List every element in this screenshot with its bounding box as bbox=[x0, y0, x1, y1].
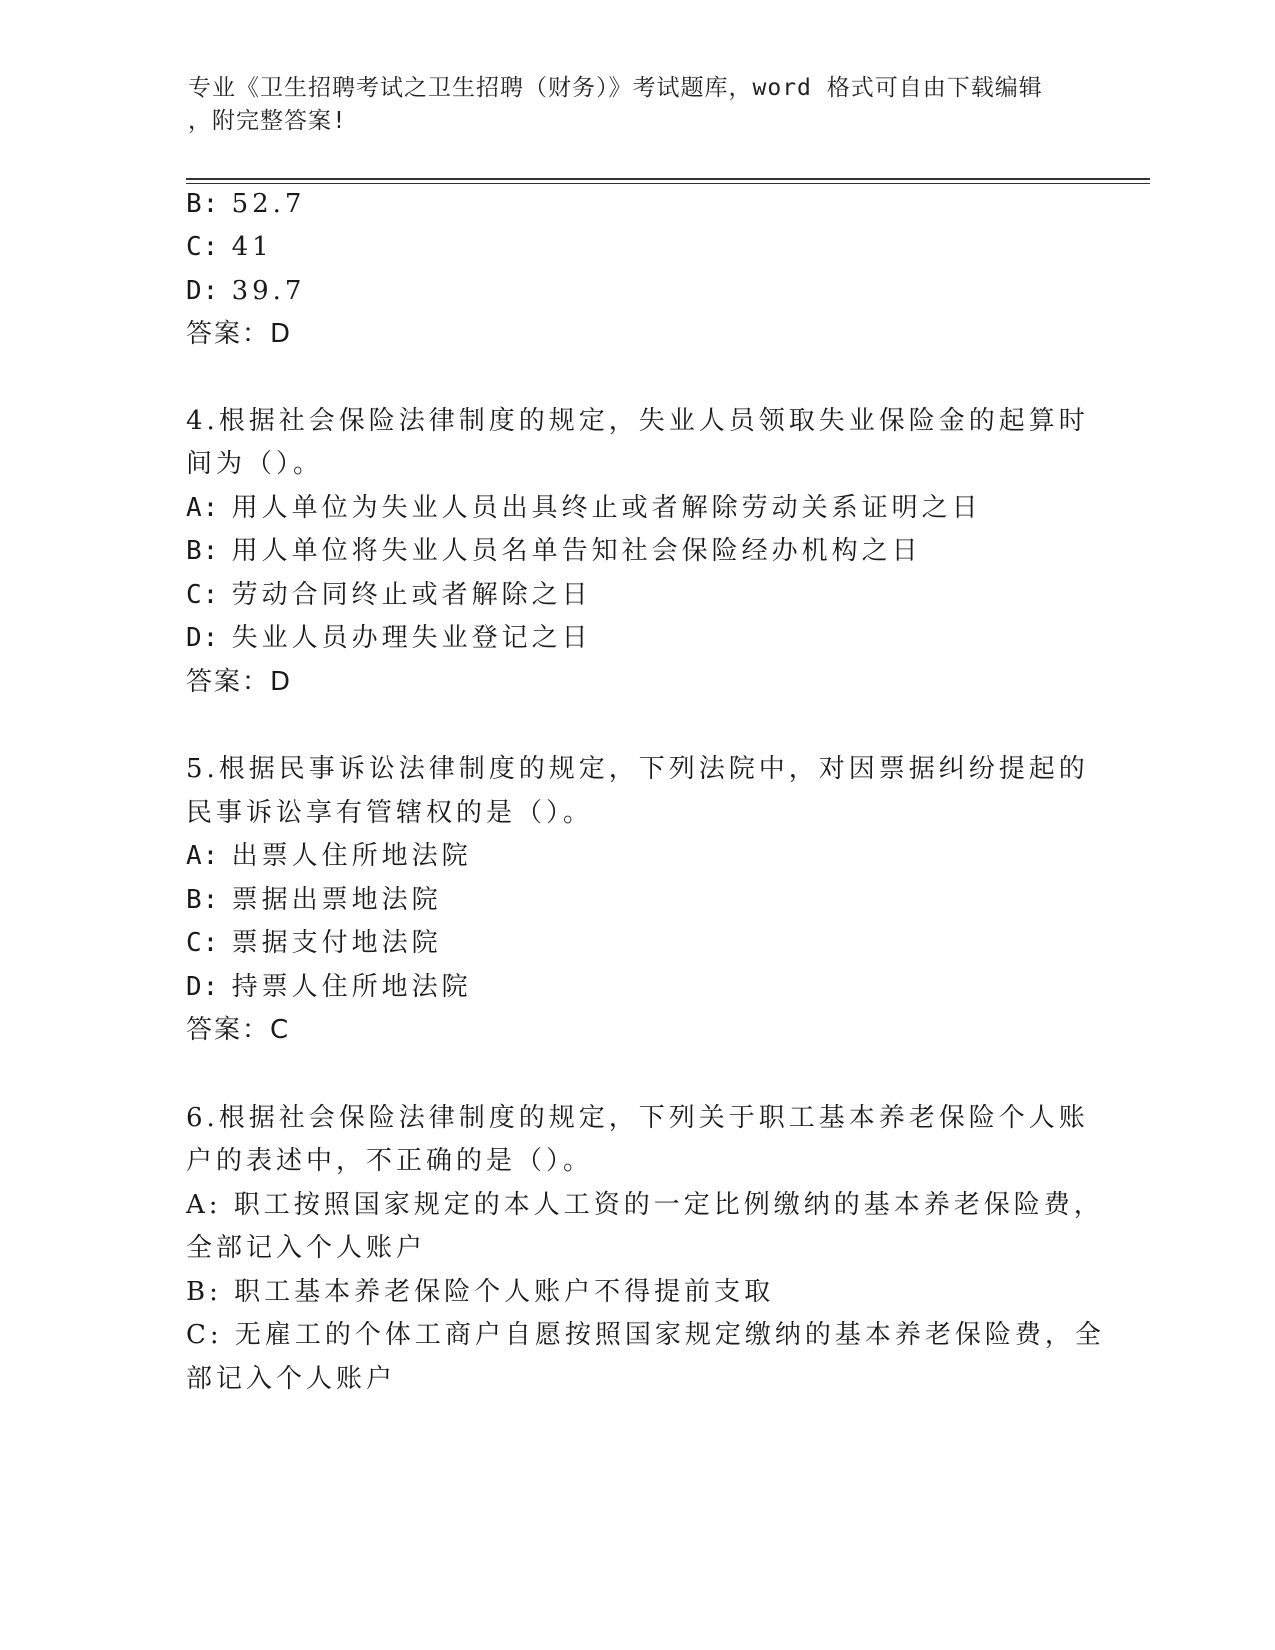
q4-option-c: C: 劳动合同终止或者解除之日 bbox=[186, 580, 592, 610]
q6-option-b: B: 职工基本养老保险个人账户不得提前支取 bbox=[186, 1277, 775, 1307]
document-header bbox=[188, 72, 1088, 138]
header-divider-thick bbox=[186, 178, 1150, 180]
q3-option-b: B: 52.7 bbox=[186, 189, 306, 219]
q6-stem-line-2: 户的表述中，不正确的是（）。 bbox=[186, 1146, 594, 1176]
q4-stem-line-1: 4.根据社会保险法律制度的规定，失业人员领取失业保险金的起算时 bbox=[186, 406, 1089, 436]
q4-option-b: B: 用人单位将失业人员名单告知社会保险经办机构之日 bbox=[186, 536, 922, 566]
q3-option-c: C: 41 bbox=[186, 232, 273, 262]
q6-option-c-line-2: 部记入个人账户 bbox=[186, 1364, 397, 1394]
q3-option-d: D: 39.7 bbox=[186, 276, 306, 306]
q5-option-b: B: 票据出票地法院 bbox=[186, 885, 442, 915]
header-line-1: 专业《卫生招聘考试之卫生招聘（财务）》考试题库，word 格式可自由下载编辑 bbox=[188, 75, 1043, 101]
q3-answer: 答案：D bbox=[186, 319, 293, 349]
header-line-2: ，附完整答案! bbox=[188, 108, 347, 134]
q4-stem-line-2: 间为（）。 bbox=[186, 449, 324, 479]
q5-stem-line-2: 民事诉讼享有管辖权的是（）。 bbox=[186, 798, 594, 828]
header-divider-thin bbox=[186, 183, 1150, 184]
q5-option-a: A: 出票人住所地法院 bbox=[186, 841, 472, 871]
q5-option-d: D: 持票人住所地法院 bbox=[186, 972, 472, 1002]
q4-option-a: A: 用人单位为失业人员出具终止或者解除劳动关系证明之日 bbox=[186, 493, 982, 523]
q6-option-a-line-2: 全部记入个人账户 bbox=[186, 1233, 427, 1263]
q5-stem-line-1: 5.根据民事诉讼法律制度的规定，下列法院中，对因票据纠纷提起的 bbox=[186, 754, 1089, 784]
q6-option-c-line-1: C: 无雇工的个体工商户自愿按照国家规定缴纳的基本养老保险费，全 bbox=[186, 1320, 1105, 1350]
q5-option-c: C: 票据支付地法院 bbox=[186, 928, 442, 958]
q4-option-d: D: 失业人员办理失业登记之日 bbox=[186, 623, 592, 653]
q4-answer: 答案：D bbox=[186, 667, 293, 697]
q6-option-a-line-1: A: 职工按照国家规定的本人工资的一定比例缴纳的基本养老保险费， bbox=[186, 1190, 1104, 1220]
q6-stem-line-1: 6.根据社会保险法律制度的规定，下列关于职工基本养老保险个人账 bbox=[186, 1103, 1089, 1133]
q5-answer: 答案：C bbox=[186, 1015, 291, 1045]
